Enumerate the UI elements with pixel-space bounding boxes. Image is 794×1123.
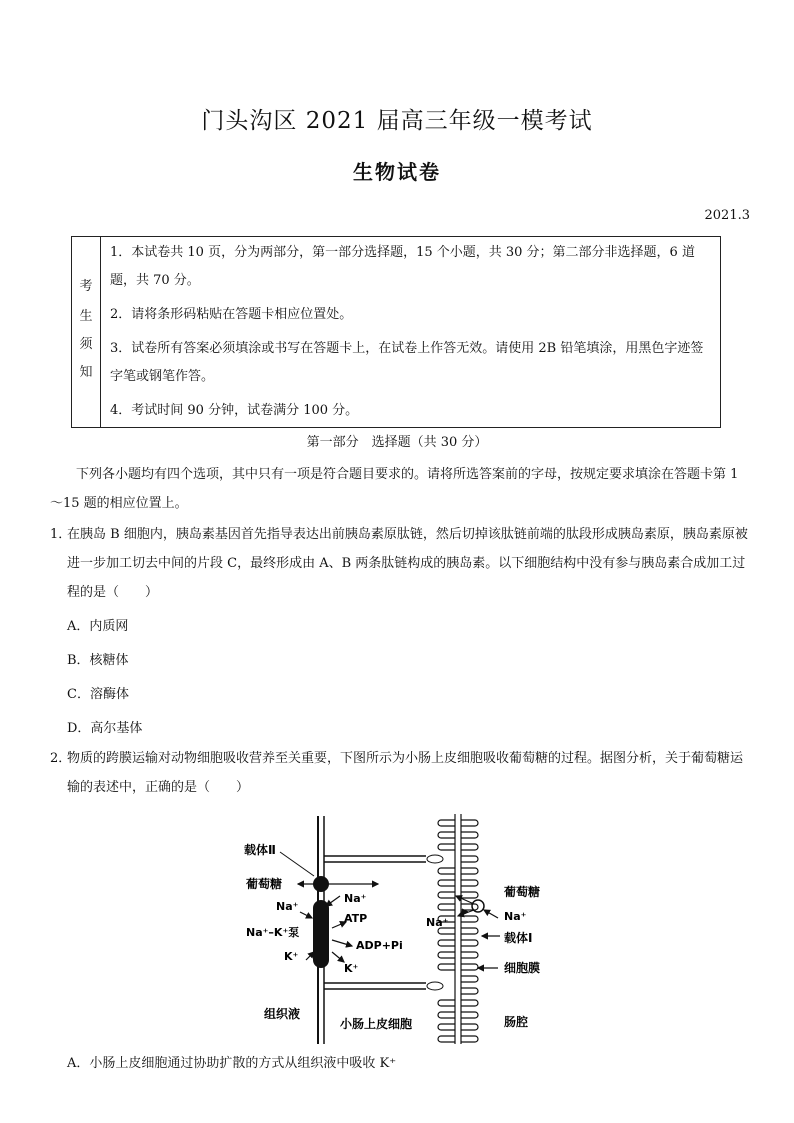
label-tissue-fluid: 组织液 <box>264 1007 301 1021</box>
label-na-k-pump: Na⁺–K⁺泵 <box>246 926 300 939</box>
question-1-option-d: D．高尔基体 <box>67 721 143 736</box>
label-adp-pi: ADP+Pi <box>356 939 403 952</box>
question-1 <box>50 520 750 607</box>
exam-subtitle: 生物试卷 <box>353 160 441 184</box>
glucose-transport-figure <box>240 812 560 1044</box>
notice-side-char: 知 <box>79 365 93 380</box>
notice-item: 1．本试卷共 10 页，分为两部分，第一部分选择题，15 个小题，共 30 分；第二部分非选择题，6 道题，共 70 分。 <box>110 245 695 288</box>
exam-title: 门头沟区 2021 届高三年级一模考试 <box>201 108 593 134</box>
label-k-left: K⁺ <box>284 950 299 963</box>
notice-side-label <box>72 237 101 427</box>
notice-item: 2．请将条形码粘贴在答题卡相应位置处。 <box>110 307 353 322</box>
question-1-option-b: B．核糖体 <box>67 653 129 668</box>
candidate-notice-box <box>71 236 721 428</box>
leader-line <box>280 852 314 876</box>
part1-heading: 第一部分 选择题（共 30 分） <box>306 435 488 450</box>
label-carrier-2: 载体Ⅱ <box>244 843 276 857</box>
label-glucose-right: 葡萄糖 <box>504 885 541 899</box>
question-stem: 在胰岛 B 细胞内，胰岛素基因首先指导表达出前胰岛素原肽链，然后切掉该肽链前端的肽段形成胰岛素原，胰岛素原被进一步加工切去中间的片段 C，最终形成由 A、B 两条肽链构成的胰岛素。以下细胞结构中没有参与胰岛素合成加工过程的是（ ） <box>67 527 748 600</box>
notice-side-char: 须 <box>79 337 93 352</box>
label-carrier-1: 载体Ⅰ <box>504 931 533 945</box>
question-1-option-a: A．内质网 <box>67 619 129 634</box>
label-glucose-left: 葡萄糖 <box>246 877 283 891</box>
notice-items <box>110 239 714 425</box>
label-lumen: 肠腔 <box>504 1015 529 1029</box>
label-membrane: 细胞膜 <box>504 961 541 975</box>
question-2-option-a: A．小肠上皮细胞通过协助扩散的方式从组织液中吸收 K⁺ <box>67 1056 397 1071</box>
tight-junction <box>427 982 443 990</box>
microvilli-membrane <box>438 814 478 1044</box>
question-number: 1． <box>50 527 72 542</box>
question-number: 2． <box>50 751 72 766</box>
exam-date: 2021.3 <box>704 208 750 223</box>
question-stem: 物质的跨膜运输对动物细胞吸收营养至关重要，下图所示为小肠上皮细胞吸收葡萄糖的过程。据图分析，关于葡萄糖运输的表述中，正确的是（ ） <box>67 751 744 795</box>
notice-side-char: 考 <box>79 279 93 294</box>
label-atp: ATP <box>344 912 368 925</box>
label-na-left: Na⁺ <box>276 900 299 913</box>
label-k-right: K⁺ <box>344 962 359 975</box>
notice-item: 4．考试时间 90 分钟，试卷满分 100 分。 <box>110 403 359 418</box>
notice-item: 3．试卷所有答案必须填涂或书写在答题卡上，在试卷上作答无效。请使用 2B 铅笔填涂，用黑色字迹签字笔或钢笔作答。 <box>110 341 704 384</box>
tight-junction <box>427 855 443 863</box>
label-na-top: Na⁺ <box>344 892 367 905</box>
label-na-right-left: Na⁺ <box>426 916 449 929</box>
question-2 <box>50 744 750 802</box>
part1-instruction: 下列各小题均有四个选项，其中只有一项是符合题目要求的。请将所选答案前的字母，按规定要求填涂在答题卡第 1～15 题的相应位置上。 <box>50 467 739 511</box>
na-k-pump-shape <box>313 900 329 968</box>
notice-side-char: 生 <box>79 309 93 324</box>
label-epithelial-cell: 小肠上皮细胞 <box>340 1017 413 1031</box>
label-na-right-top: Na⁺ <box>504 910 527 923</box>
question-1-option-c: C．溶酶体 <box>67 687 129 702</box>
